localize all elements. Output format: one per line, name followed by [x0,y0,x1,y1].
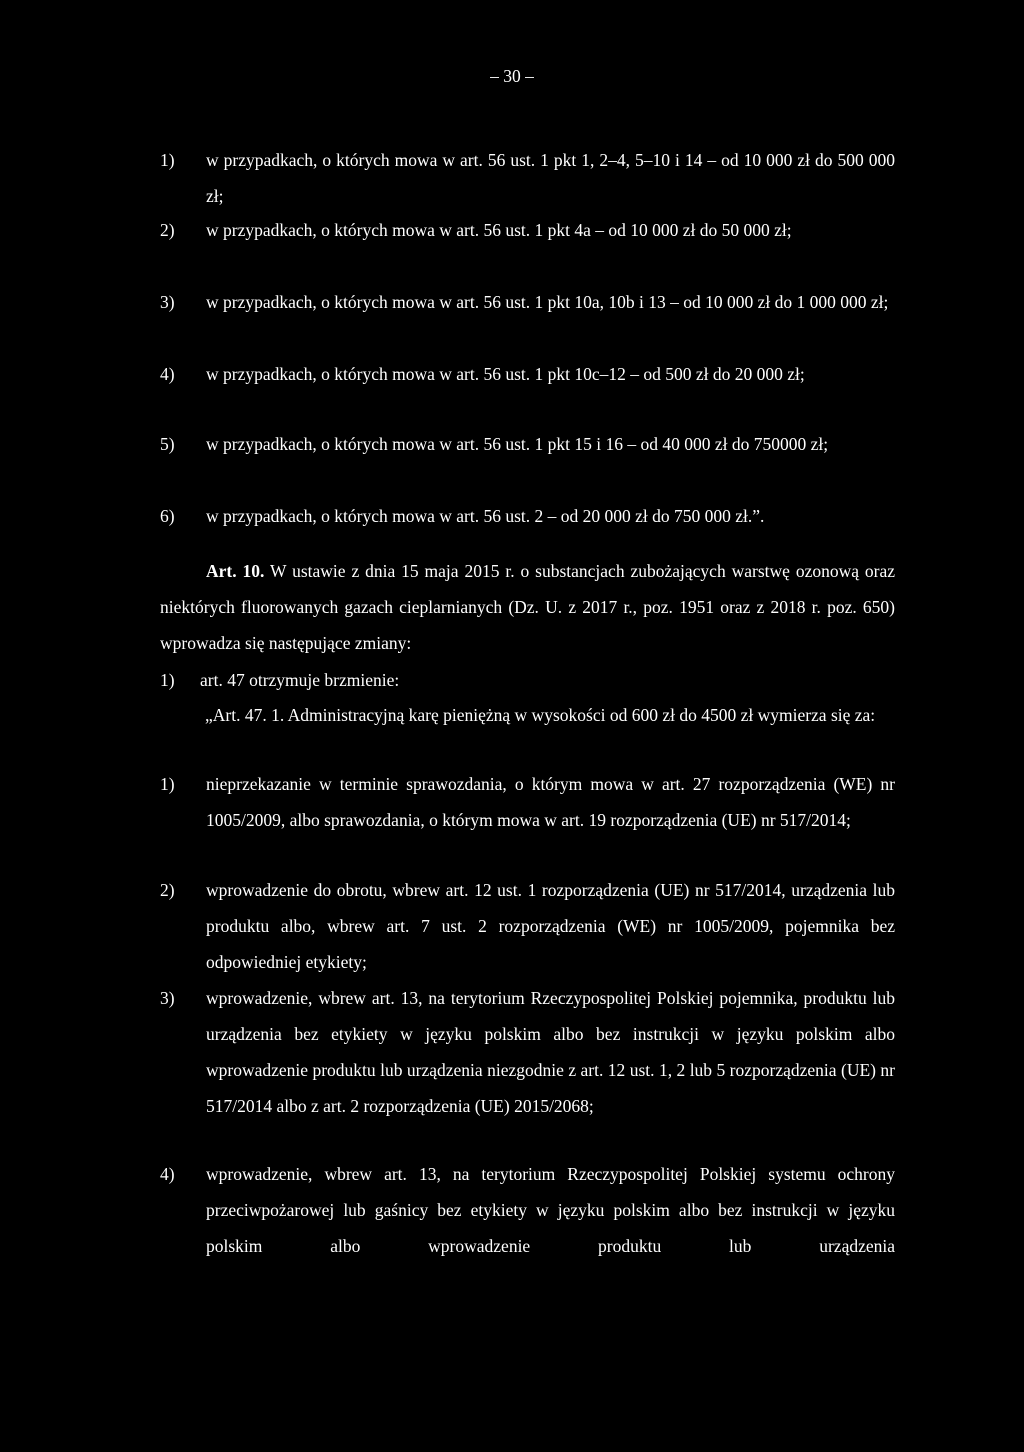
list-item-text: nieprzekazanie w terminie sprawozdania, o którym mowa w art. 27 rozporządzenia (WE) nr 1005/2009, albo sprawozdania, o którym mowa w art. 19 rozporządzenia (UE) nr 517/2014; [206,774,895,830]
list-item-text: wprowadzenie, wbrew art. 13, na terytorium Rzeczypospolitej Polskiej pojemnika, produktu lub urządzenia bez etykiety w języku polskim albo bez instrukcji w języku polskim albo wprowadzenie produktu lub urządzenia niezgodnie z art. 12 ust. 1, 2 lub 5 rozporządzenia (UE) nr 517/2014 albo z art. 2 rozporządzenia (UE) 2015/2068; [206,988,895,1116]
list-item-number: 6) [160,506,175,526]
list-item-text: w przypadkach, o których mowa w art. 56 ust. 2 – od 20 000 zł do 750 000 zł.”. [206,506,765,526]
list-item [160,356,895,392]
list-item [160,498,895,534]
list-item [160,142,895,214]
list-item-text: w przypadkach, o których mowa w art. 56 ust. 1 pkt 4a – od 10 000 zł do 50 000 zł; [206,220,792,240]
article-10-label: Art. 10. [206,561,265,581]
list-item-number: 2) [160,880,175,900]
article-47-paragraph: „Art. 47. 1. Administracyjną karę pieniężną w wysokości od 600 zł do 4500 zł wymierza się za: [205,705,876,725]
list-item-text: w przypadkach, o których mowa w art. 56 ust. 1 pkt 10c–12 – od 500 zł do 20 000 zł; [206,364,805,384]
list-item [160,284,895,320]
article-10-paragraph [160,553,895,661]
list-item [160,766,895,838]
list-item-text: wprowadzenie do obrotu, wbrew art. 12 ust. 1 rozporządzenia (UE) nr 517/2014, urządzenia lub produktu albo, wbrew art. 7 ust. 2 rozporządzenia (WE) nr 1005/2009, pojemnika bez odpowiedniej etykiety; [206,880,895,972]
list-item [160,662,895,698]
list-item-text: art. 47 otrzymuje brzmienie: [200,670,400,690]
page-number: – 30 – [490,66,534,86]
list-item-number: 4) [160,1164,175,1184]
list-item [160,980,895,1124]
list-item [160,872,895,980]
list-item-text: w przypadkach, o których mowa w art. 56 ust. 1 pkt 10a, 10b i 13 – od 10 000 zł do 1 000 000 zł; [206,292,889,312]
list-item-number: 3) [160,292,175,312]
list-item-number: 4) [160,364,175,384]
list-item-text: wprowadzenie, wbrew art. 13, na terytorium Rzeczypospolitej Polskiej systemu ochrony przeciwpożarowej lub gaśnicy bez etykiety w języku polskim albo bez instrukcji w języku polskim albo wprowadzenie produktu lub urządzenia [206,1164,895,1256]
list-item-number: 1) [160,774,175,794]
list-item-number: 3) [160,988,175,1008]
list-item [160,212,895,248]
list-item-number: 5) [160,434,175,454]
article-10-text: W ustawie z dnia 15 maja 2015 r. o substancjach zubożających warstwę ozonową oraz niektórych fluorowanych gazach cieplarnianych (Dz. U. z 2017 r., poz. 1951 oraz z 2018 r. poz. 650) wprowadza się następujące zmiany: [160,561,896,653]
list-item [160,426,895,462]
list-item-number: 1) [160,150,175,170]
list-item [160,1156,895,1264]
list-item-number: 2) [160,220,175,240]
list-item-text: w przypadkach, o których mowa w art. 56 ust. 1 pkt 15 i 16 – od 40 000 zł do 750000 zł; [206,434,829,454]
list-item-number: 1) [160,670,175,690]
list-item-text: w przypadkach, o których mowa w art. 56 ust. 1 pkt 1, 2–4, 5–10 i 14 – od 10 000 zł do 500 000 zł; [206,150,895,206]
